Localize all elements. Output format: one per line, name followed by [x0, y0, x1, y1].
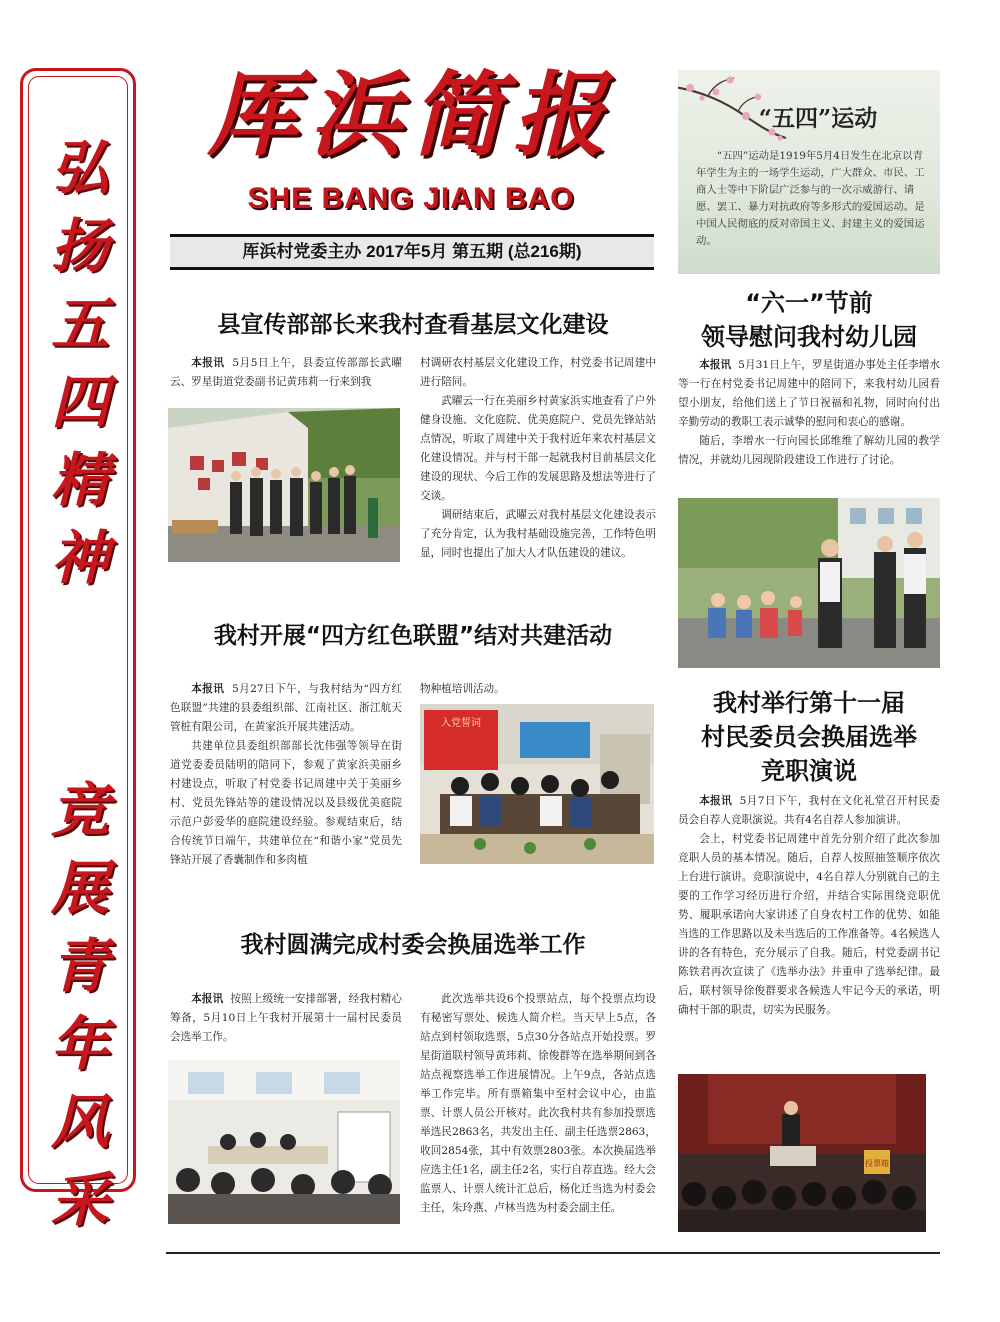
kindergarten-body [678, 356, 940, 470]
culture-col1 [170, 354, 402, 392]
kindergarten-headline-line2: 领导慰问我村幼儿园 [701, 323, 917, 351]
election-photo [168, 1060, 400, 1224]
headline-kindergarten [678, 286, 940, 354]
slogan-banner [20, 68, 136, 1234]
slogan-bottom: 竞展青年风采 [50, 776, 109, 1234]
headline-culture: 县宣传部部长来我村查看基层文化建设 [217, 312, 609, 338]
alliance-col1 [170, 680, 402, 870]
kindergarten-lead: 本报讯 [699, 359, 732, 371]
culture-lead: 本报讯 [191, 357, 225, 369]
culture-photo [168, 408, 400, 562]
election-col1 [170, 990, 402, 1047]
alliance-p2: 共建单位县委组织部部长沈伟强等领导在街道党委委员陆明的陪同下，参观了黄家浜美丽乡村建设点，听取了村党委书记周建中关于美丽乡村、党员先锋站等的建设情况以及县级优美庭院示范户彭爱华的庭院建设经验。参观结束后，结合传统节日端午，共建单位在“和谐小家”党员先锋站开展了香囊制作和多肉植 [170, 740, 402, 866]
kindergarten-headline-line1: “六一”节前 [745, 289, 873, 317]
oath-banner-text: 入党誓词 [441, 718, 481, 729]
headline-election: 我村圆满完成村委会换届选举工作 [240, 932, 586, 958]
election-lead: 本报讯 [191, 993, 224, 1005]
masthead-title: 厍浜简报 [206, 61, 615, 169]
speech-body [678, 792, 940, 1020]
may-fourth-body: “五四”运动是1919年5月4日发生在北京以青年学生为主的一场学生运动，广大群众、市民、工商人士等中下阶层广泛参与的一次示威游行、请愿、罢工、暴力对抗政府等多形式的爱国运动。是中国人民彻底的反对帝国主义、封建主义的爱国运动。 [696, 150, 925, 247]
culture-p1: 5月5日上午，县委宣传部部长武曜云、罗星街道党委副书记黄玮莉一行来到我 [170, 357, 402, 388]
headline-speech [678, 686, 940, 788]
kindergarten-p1: 5月31日上午，罗星街道办事处主任李增水等一行在村党委书记周建中的陪同下，来我村幼儿园看望小朋友，给他们送上了节日祝福和礼物，同时向付出辛勤劳动的教职工表示诚挚的慰问和衷心的感谢。 [678, 359, 940, 428]
speech-p1: 5月7日下午，我村在文化礼堂召开村民委员会自荐人竞职演说。共有4名自荐人参加演讲。 [678, 795, 940, 826]
speech-headline-line2: 村民委员会换届选举 [701, 723, 917, 751]
alliance-lead: 本报讯 [191, 683, 225, 695]
culture-p3: 调研结束后，武曜云对我村基层文化建设表示了充分肯定，认为我村基础设施完善，工作特色明显，同时也提出了加大人才队伍建设的建议。 [420, 509, 656, 559]
may-fourth-title: “五四”运动 [758, 105, 878, 132]
alliance-p2b: 物种植培训活动。 [420, 683, 505, 695]
speech-p2: 会上，村党委书记周建中首先分别介绍了此次参加竞职人员的基本情况。随后，自荐人按照抽签顺序依次上台进行演讲。竞职演说中，4名自荐人分别就自己的主要的工作学习经历进行介绍，并结合实际围绕竞职优势、履职承诺向大家讲述了自身农村工作的优势、如能当选的工作思路以及未当选后的工作准备等。4名候选人讲的各有特色，充分展示了自我。随后，村党委副书记陈铁君再次宣读了《选举办法》并重申了选举纪律。最后，联村领导徐俊群要求各候选人牢记今天的承诺，明确村干部的职责，切实为民服务。 [678, 833, 940, 1016]
may-fourth-box [678, 70, 940, 274]
alliance-col2 [420, 680, 656, 699]
speech-lead: 本报讯 [699, 795, 733, 807]
bottom-rule [166, 1252, 940, 1254]
alliance-p1: 5月27日下午，与我村结为“四方红色联盟”共建的县委组织部、江南社区、浙江航天管桩有限公司，在黄家浜开展共建活动。 [170, 683, 402, 733]
ballot-box-sign: 投票箱 [865, 1159, 889, 1168]
election-p2: 此次选举共设6个投票站点，每个投票点均设有秘密写票处、候选人简介栏。当天早上5点，各站点到村领取选票，5点30分各站点开始投票。罗星街道联村领导黄玮莉、徐俊群等在选举期间到各站点视察选举工作进展情况。上午9点，各站点选举工作完毕。所有票箱集中至村会议中心，由监票、计票人员公开核对。此次我村共有参加投票选举选民2863名，共发出主任、副主任选票2863，收回2854张，其中有效票2803张。本次换届选举应选主任1名，副主任2名，实行自荐直选。经大会监票人、计票人统计汇总后，杨化迁当选为村委会主任，朱玲燕、卢林当选为村委会副主任。 [420, 993, 656, 1214]
masthead-pinyin: SHE BANG JIAN BAO [247, 182, 575, 215]
issue-bar: 厍浜村党委主办 2017年5月 第五期 (总216期) [170, 234, 654, 270]
election-col2 [420, 990, 656, 1218]
speech-headline-line3: 竞职演说 [761, 757, 857, 785]
culture-col2 [420, 354, 656, 563]
speech-photo [678, 1074, 926, 1232]
alliance-photo [420, 704, 654, 864]
speech-headline-line1: 我村举行第十一届 [713, 689, 905, 717]
election-p1: 按照上级统一安排部署，经我村精心筹备，5月10日上午我村开展第十一届村民委员会选举工作。 [170, 993, 402, 1043]
headline-alliance: 我村开展“四方红色联盟”结对共建活动 [213, 623, 613, 649]
culture-p1b: 村调研农村基层文化建设工作，村党委书记周建中进行陪同。 [420, 357, 656, 388]
culture-p2: 武曜云一行在美丽乡村黄家浜实地查看了户外健身设施、文化庭院、优美庭院户、党员先锋站站点情况，听取了周建中关于我村近年来农村基层文化建设情况。并与村干部一起就我村目前基层文化建设的现状、今后工作的发展思路及想法等进行了交谈。 [420, 395, 656, 502]
kindergarten-photo [678, 498, 940, 668]
slogan-top: 弘扬五四精神 [50, 134, 109, 592]
kindergarten-p2: 随后，李增水一行向园长邱维维了解幼儿园的教学情况，并就幼儿园现阶段建设工作进行了讨论。 [678, 435, 940, 466]
